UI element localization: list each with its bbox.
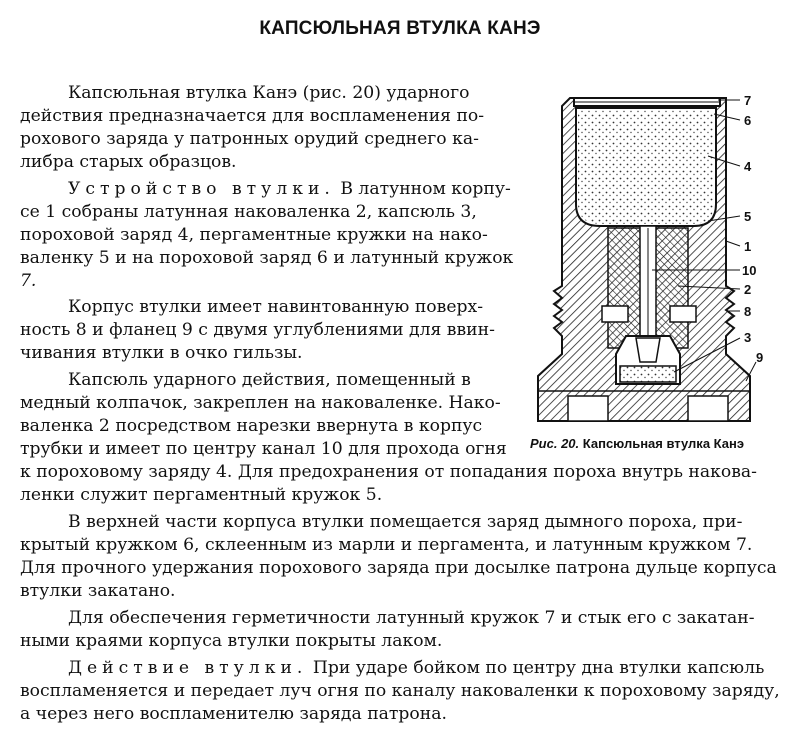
text-line [68,607,755,629]
text-line [20,224,488,246]
text-line [20,105,484,127]
label-4: 4 [744,159,752,174]
text-span: се 1 собраны латунная наковаленка 2, капсюль 3, [20,202,477,222]
caption-prefix: Рис. 20. [530,436,580,451]
text-span: рохового заряда у патронных орудий среднего ка- [20,129,479,149]
text-line [20,703,447,725]
text-span: трубки и имеет по центру канал 10 для прохода огня [20,439,507,459]
text-line [20,415,482,437]
text-line [68,369,471,391]
page-title: КАПСЮЛЬНАЯ ВТУЛКА КАНЭ [259,18,541,39]
text-span: воспламеняется и передает луч огня по каналу наковаленки к пороховому заряду, [20,681,780,701]
label-3: 3 [744,330,752,345]
text-line [68,511,742,533]
text-span: либра старых образцов. [20,152,237,172]
text-line [20,342,303,364]
text-span: чивания втулки в очко гильзы. [20,343,303,363]
text-span: к пороховому заряду 4. Для предохранения от попадания пороха внутрь накова- [20,462,757,482]
text-span: Для прочного удержания порохового заряда при досылке патрона дульце корпуса [20,558,777,578]
text-line [20,438,507,460]
label-10: 10 [742,263,757,278]
text-span: Для обеспечения герметичности латунный кружок 7 и стык его с закатан- [68,608,755,628]
figure-caption [530,436,780,451]
text-line [20,680,780,702]
text-line [20,461,757,483]
text-span: Капсюльная втулка Канэ (рис. 20) ударного [68,83,470,103]
text-line [20,128,479,150]
text-span: Корпус втулки имеет навинтованную поверх- [68,297,484,317]
caption-text: Капсюльная втулка Канэ [582,436,745,451]
text-line [20,247,513,269]
text-span: Действие втулки. При ударе бойком по центру дна втулки капсюль [68,658,765,678]
text-line [20,580,176,602]
text-span: 7. [20,271,37,291]
label-9: 9 [756,350,764,365]
recess-right [670,306,696,322]
text-line [20,534,752,556]
text-line [20,557,777,579]
text-line [68,178,511,200]
text-span: ными краями корпуса втулки покрыты лаком. [20,631,443,651]
text-line [20,151,237,173]
text-line [68,296,483,318]
text-span: В верхней части корпуса втулки помещается заряд дымного пороха, при- [68,512,743,532]
text-span: крытый кружком 6, склеенным из марли и пергамента, и латунным кружком 7. [20,535,753,555]
text-line [68,657,764,679]
label-7: 7 [744,93,752,108]
text-span: Устройство втулки. В латунном корпу- [68,179,511,199]
primer-sleeve-drawing [528,86,778,438]
text-line [20,630,442,652]
text-span: втулки закатано. [20,581,176,601]
label-6: 6 [744,113,752,128]
recess-left [602,306,628,322]
text-span: валенка 2 посредством нарезки ввернута в корпус [20,416,483,436]
text-line [20,319,495,341]
primer [620,366,676,382]
text-line [68,82,516,104]
text-span: ленки служит пергаментный кружок 5. [20,485,383,505]
text-span: ность 8 и фланец 9 с двумя углублениями для ввин- [20,320,495,340]
text-span: действия предназначается для воспламенения по- [20,106,485,126]
text-line [20,392,501,414]
text-span: пороховой заряд 4, пергаментные кружки на нако- [20,225,488,245]
text-span: валенку 5 и на пороховой заряд 6 и латунный кружок [20,248,514,268]
text-span: а через него воспламенителю заряда патрона. [20,704,447,724]
label-2: 2 [744,282,752,297]
emphasis-heading: Действие втулки. [68,658,308,678]
text-span: медный колпачок, закреплен на наковаленке. Нако- [20,393,501,413]
label-5: 5 [744,209,752,224]
label-1: 1 [744,239,752,254]
text-span: Капсюль ударного действия, помещенный в [68,370,471,390]
text-line [20,270,36,292]
label-8: 8 [744,304,752,319]
text-line [20,201,477,223]
text-line [20,484,382,506]
emphasis-heading: Устройство втулки. [68,179,335,199]
